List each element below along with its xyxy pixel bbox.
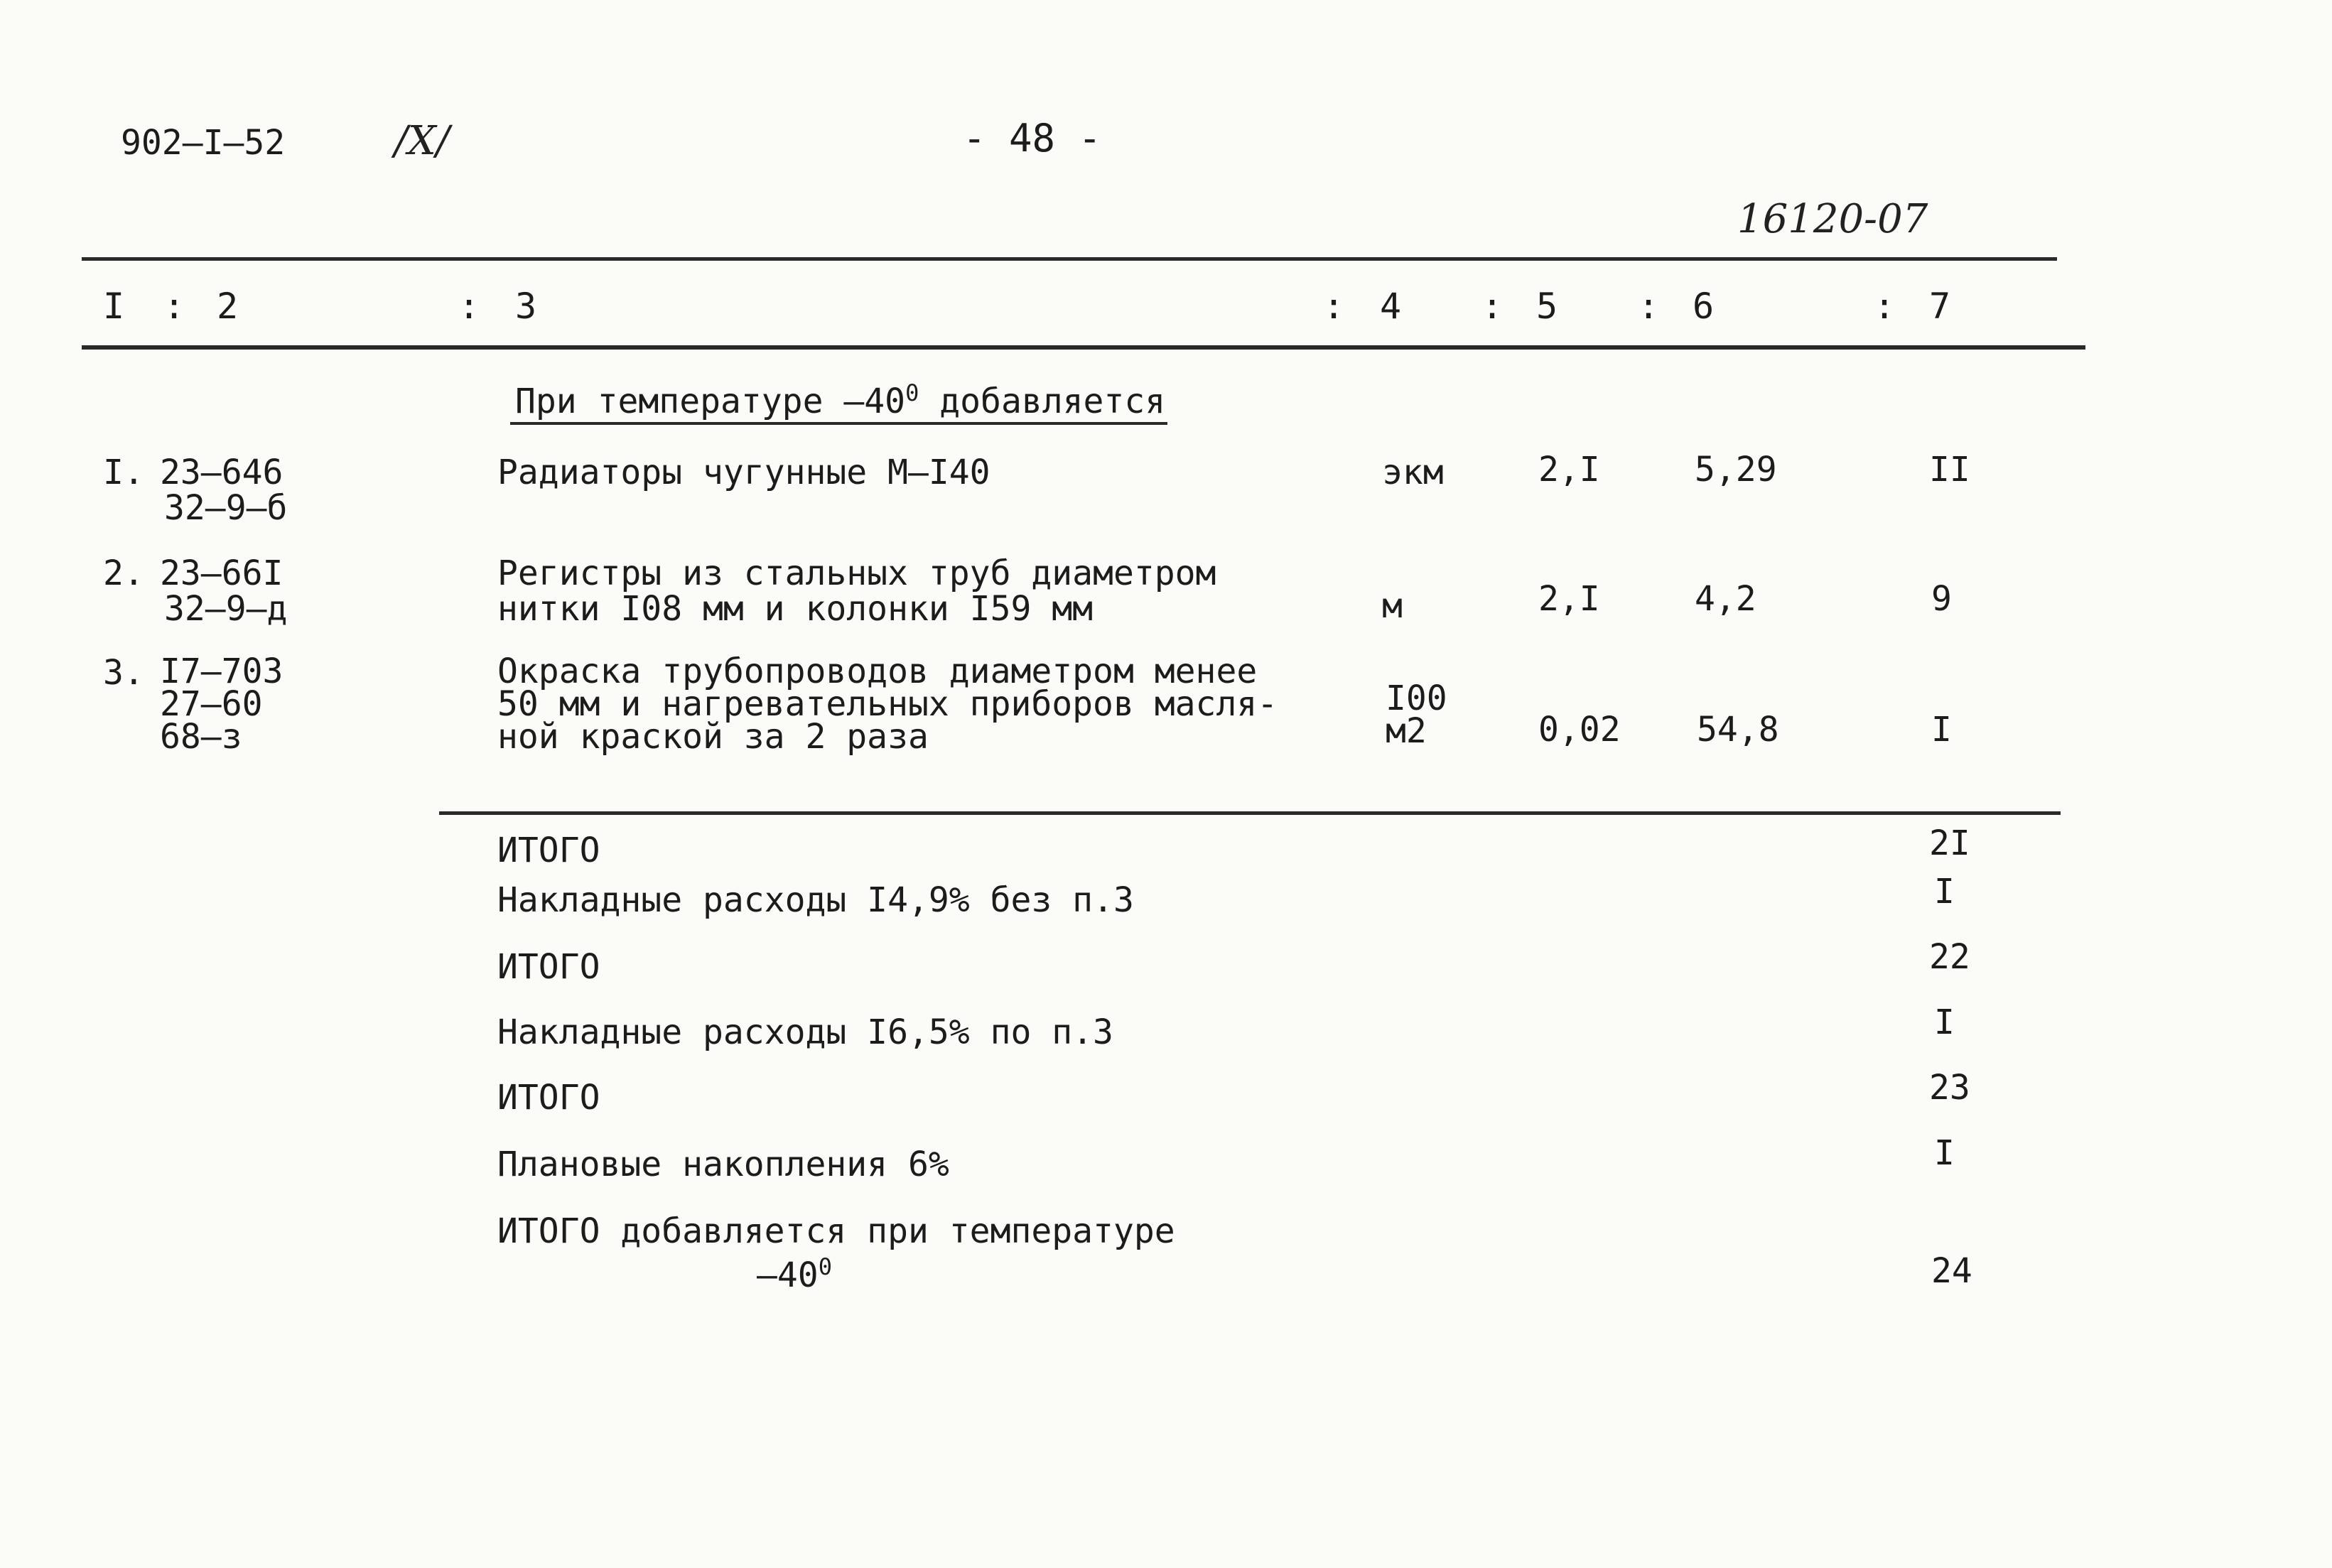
summary-value: 22 <box>1929 937 1970 977</box>
row-number: 3. <box>103 653 144 693</box>
column-header-5: 5 <box>1536 286 1558 327</box>
column-separator: : <box>1874 286 1896 327</box>
column-separator: : <box>1481 286 1504 327</box>
section-title: При температуре $-40^0$ добавляется <box>515 379 1166 421</box>
summary-value: I <box>1934 1133 1955 1173</box>
table-header-bottom-rule <box>82 345 2085 350</box>
row-quantity: 2,I <box>1538 579 1600 619</box>
summary-label: ИТОГО <box>497 831 600 870</box>
column-separator: : <box>458 286 480 327</box>
document-mark: /X/ <box>394 118 450 164</box>
summary-label: Накладные расходы I6,5% по п.3 <box>497 1012 1113 1052</box>
table-top-rule <box>82 257 2057 261</box>
column-separator: : <box>1638 286 1660 327</box>
final-total-label: ИТОГО добавляется при температуре <box>497 1211 1175 1251</box>
summary-value: I <box>1934 1002 1955 1042</box>
summary-value: 23 <box>1929 1068 1970 1108</box>
row-total: II <box>1929 450 1970 490</box>
summary-value: I <box>1934 872 1955 912</box>
column-header-4: 4 <box>1380 286 1402 327</box>
row-codes: 23–646 32–9–б <box>160 453 288 528</box>
row-description: Окраска трубопроводов диаметром менее 50 мм и нагревательных приборов масля- ной краской за 2 раза <box>497 651 1278 757</box>
final-total-value: 24 <box>1931 1251 1972 1291</box>
summary-label: ИТОГО <box>497 1078 600 1118</box>
final-total-temperature: $-40^0$ <box>757 1253 832 1295</box>
row-codes: I7–703 27–60 68–з <box>160 651 284 757</box>
column-header-7: 7 <box>1929 286 1951 327</box>
row-total: 9 <box>1931 579 1952 619</box>
column-separator: : <box>1323 286 1345 327</box>
summary-value: 2I <box>1929 823 1970 863</box>
column-header-3: 3 <box>515 286 537 327</box>
column-header-6: 6 <box>1693 286 1715 327</box>
handwritten-number: 16120-07 <box>1737 196 1928 242</box>
row-price: 4,2 <box>1695 579 1756 619</box>
summary-label: Плановые накопления 6% <box>497 1145 949 1184</box>
row-price: 5,29 <box>1695 450 1777 490</box>
row-price: 54,8 <box>1697 710 1779 750</box>
column-separator: : <box>163 286 185 327</box>
document-code: 902–I–52 <box>121 123 286 163</box>
row-description: Регистры из стальных труб диаметром нитки I08 мм и колонки I59 мм <box>497 553 1216 629</box>
summary-label: ИТОГО <box>497 947 600 987</box>
row-unit: I00 м2 <box>1386 678 1447 751</box>
row-number: 2. <box>103 553 144 593</box>
summary-label: Накладные расходы I4,9% без п.3 <box>497 880 1134 920</box>
section-title-underline <box>510 422 1167 425</box>
page-number: - 48 - <box>963 116 1102 161</box>
row-total: I <box>1931 710 1952 750</box>
row-codes: 23–66I 32–9–д <box>160 553 288 629</box>
column-header-1: I <box>103 286 125 327</box>
row-quantity: 0,02 <box>1538 710 1621 750</box>
row-unit: м <box>1382 586 1403 626</box>
row-unit: экм <box>1382 453 1444 492</box>
column-header-2: 2 <box>217 286 239 327</box>
row-quantity: 2,I <box>1538 450 1600 490</box>
summary-rule <box>439 811 2061 815</box>
row-description: Радиаторы чугунные М–I40 <box>497 453 990 492</box>
row-number: I. <box>103 453 144 492</box>
